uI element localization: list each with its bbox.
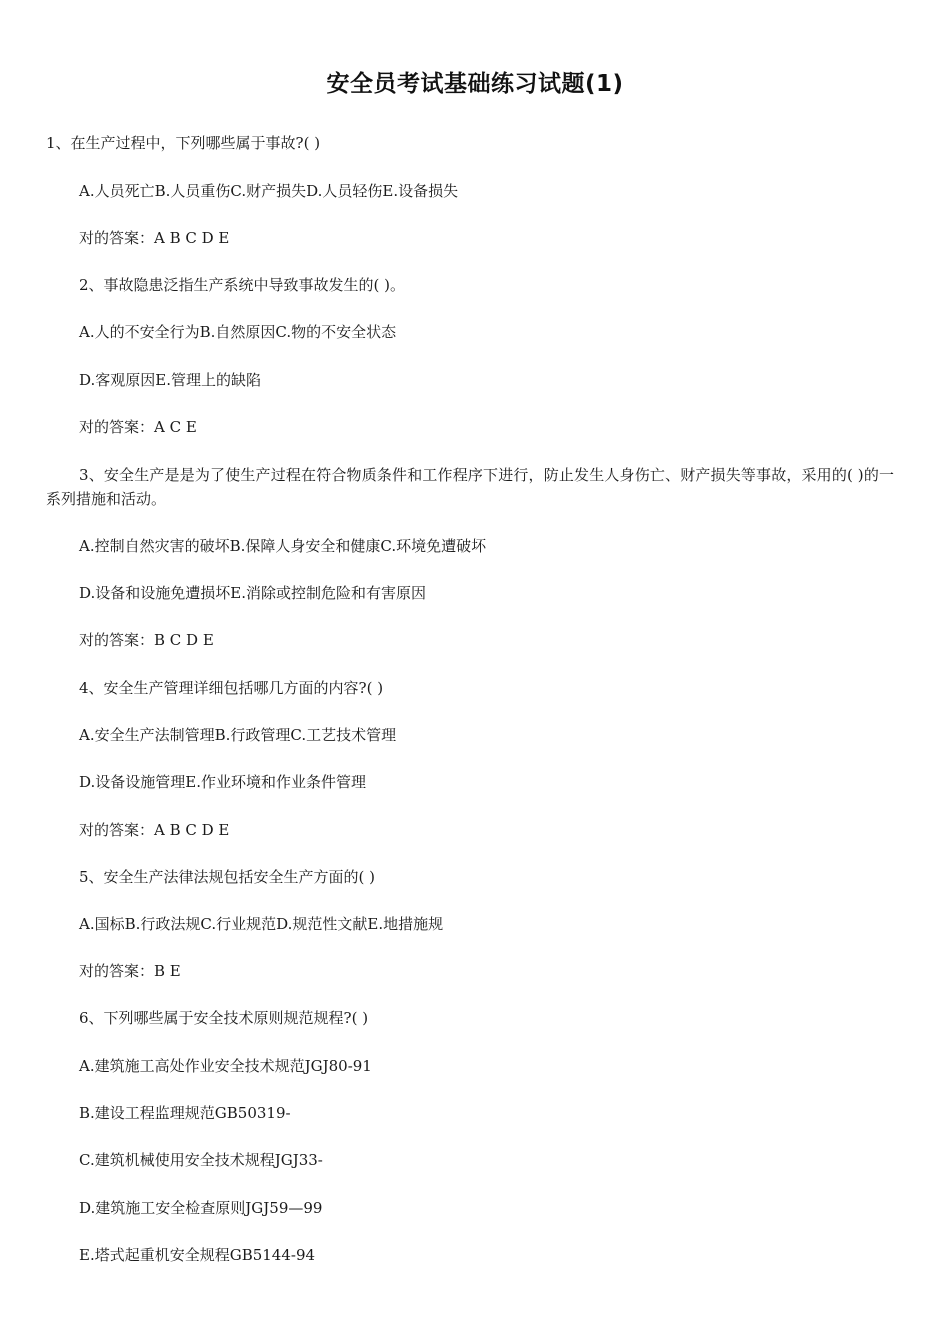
question-6-option-b: B.建设工程监理规范GB50319- bbox=[79, 1104, 291, 1122]
question-2-stem: 2、事故隐患泛指生产系统中导致事故发生的( )。 bbox=[79, 276, 406, 294]
question-3-options-line-2: D.设备和设施免遭损坏E.消除或控制危险和有害原因 bbox=[79, 584, 426, 602]
question-2-options-line-1: A.人的不安全行为B.自然原因C.物的不安全状态 bbox=[79, 323, 397, 341]
question-4-options-line-2: D.设备设施管理E.作业环境和作业条件管理 bbox=[79, 773, 366, 791]
question-1-answer: 对的答案：A B C D E bbox=[79, 229, 230, 247]
page-title: 安全员考试基础练习试题(1) bbox=[326, 71, 624, 97]
question-4-options-line-1: A.安全生产法制管理B.行政管理C.工艺技术管理 bbox=[79, 726, 397, 744]
question-4-answer: 对的答案：A B C D E bbox=[79, 821, 230, 839]
question-2-options-line-2: D.客观原因E.管理上的缺陷 bbox=[79, 371, 261, 389]
question-6-stem: 6、下列哪些属于安全技术原则规范规程?( ) bbox=[79, 1009, 369, 1027]
question-6-option-e: E.塔式起重机安全规程GB5144-94 bbox=[79, 1246, 316, 1264]
question-5-stem: 5、安全生产法律法规包括安全生产方面的( ) bbox=[79, 868, 376, 886]
question-5-options: A.国标B.行政法规C.行业规范D.规范性文献E.地措施规 bbox=[79, 915, 444, 933]
question-5-answer: 对的答案：B E bbox=[79, 962, 181, 980]
question-4-stem: 4、安全生产管理详细包括哪几方面的内容?( ) bbox=[79, 679, 384, 697]
question-1-stem: 1、在生产过程中，下列哪些属于事故?( ) bbox=[46, 134, 321, 152]
question-3-options-line-1: A.控制自然灾害的破坏B.保障人身安全和健康C.环境免遭破坏 bbox=[79, 537, 487, 555]
question-1-options: A.人员死亡B.人员重伤C.财产损失D.人员轻伤E.设备损失 bbox=[79, 182, 459, 200]
question-6-option-d: D.建筑施工安全检查原则JGJ59—99 bbox=[79, 1199, 323, 1217]
question-6-option-c: C.建筑机械使用安全技术规程JGJ33- bbox=[79, 1151, 323, 1169]
question-2-answer: 对的答案：A C E bbox=[79, 418, 197, 436]
question-6-option-a: A.建筑施工高处作业安全技术规范JGJ80-91 bbox=[79, 1057, 372, 1075]
question-3-stem: 3、安全生产是是为了使生产过程在符合物质条件和工作程序下进行，防止发生人身伤亡、财产损失等事故，采用的( )的一系列措施和活动。 bbox=[46, 466, 894, 508]
question-3-answer: 对的答案：B C D E bbox=[79, 631, 214, 649]
